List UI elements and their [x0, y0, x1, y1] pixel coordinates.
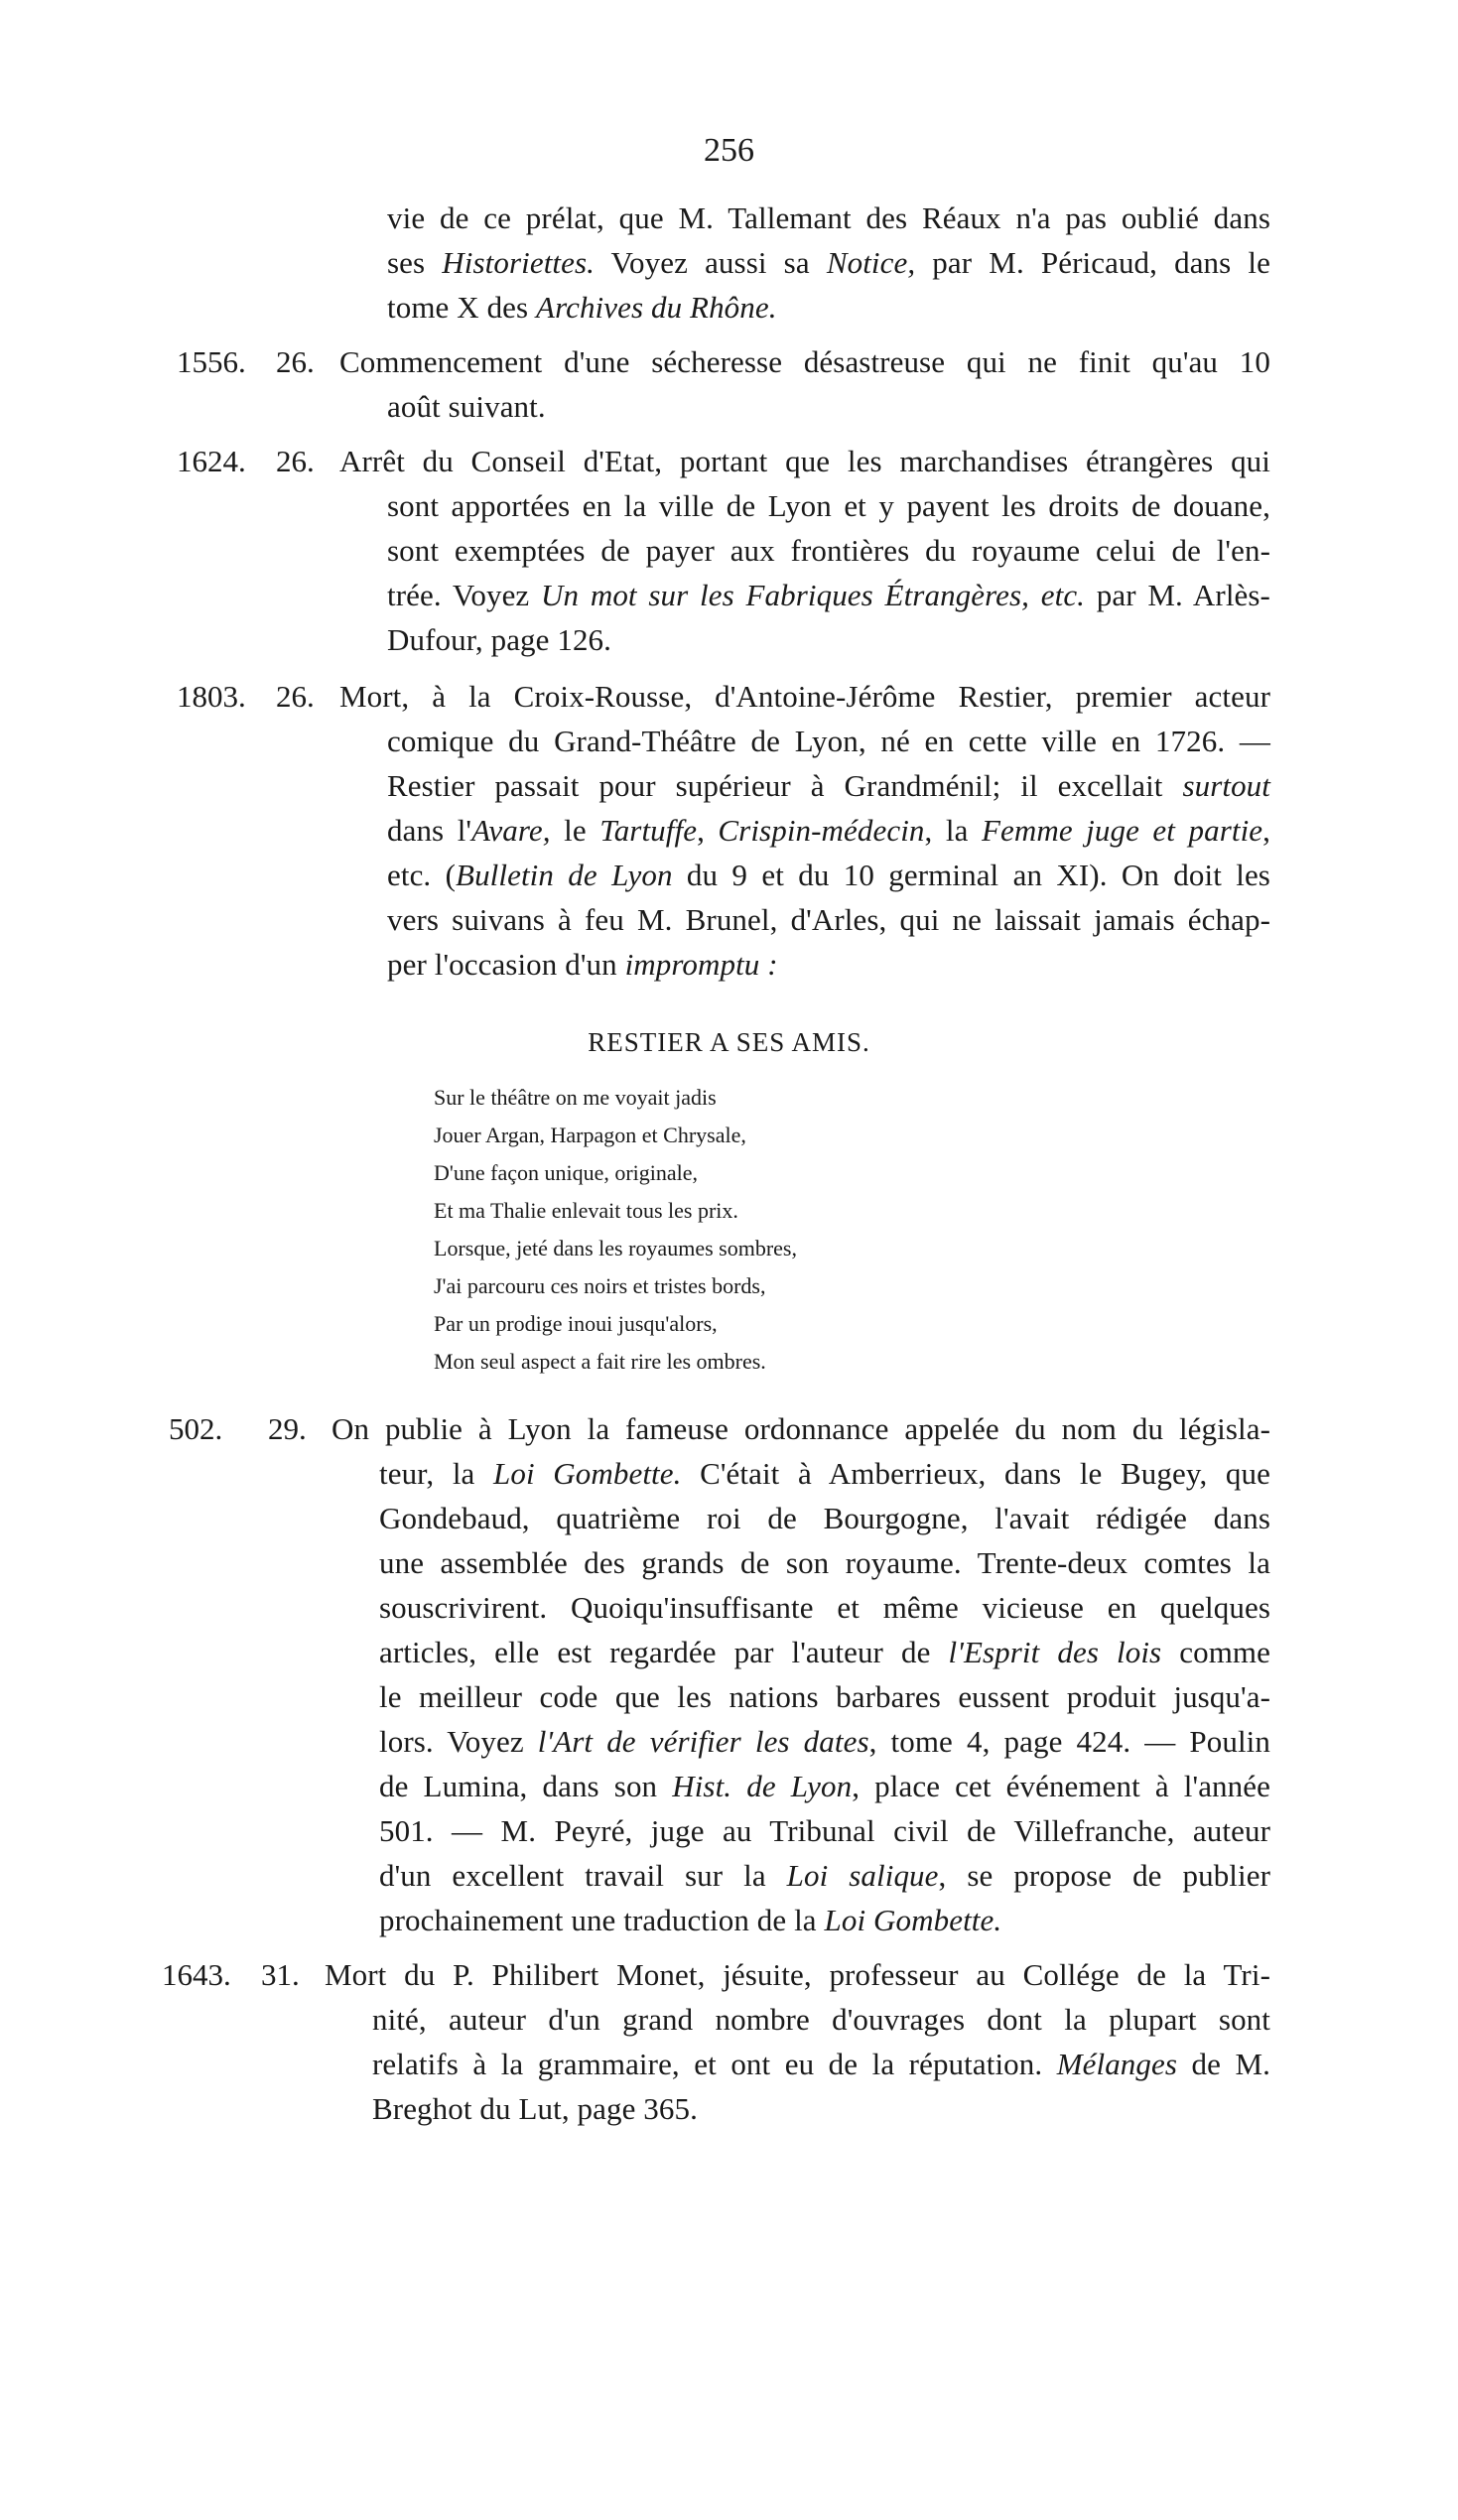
entry4-line9: de Lumina, dans son Hist. de Lyon, place cet événement à l'année	[379, 1769, 1270, 1803]
entry1-day: 26.	[276, 344, 315, 379]
entry2-line2: sont apportées en la ville de Lyon et y payent les droits de douane,	[387, 488, 1270, 523]
poem-verse: Lorsque, jeté dans les royaumes sombres,	[434, 1236, 797, 1260]
entry4-line6: articles, elle est regardée par l'auteur de l'Esprit des lois comme	[379, 1635, 1270, 1669]
entry4-day: 29.	[268, 1411, 307, 1446]
entry3-line4: dans l'Avare, le Tartuffe, Crispin-médecin, la Femme juge et partie,	[387, 813, 1271, 848]
entry1-line1: Commencement d'une sécheresse désastreuse qui ne finit qu'au 10	[339, 344, 1270, 379]
entry4-line4: une assemblée des grands de son royaume. Trente-deux comtes la	[379, 1545, 1270, 1580]
entry1-line2: août suivant.	[387, 389, 546, 424]
entry3-year: 1803.	[177, 679, 246, 714]
entry5-line2: nité, auteur d'un grand nombre d'ouvrages dont la plupart sont	[372, 2002, 1270, 2037]
poem-verse: Mon seul aspect a fait rire les ombres.	[434, 1349, 766, 1374]
entry2-year: 1624.	[177, 444, 246, 478]
entry4-line10: 501. — M. Peyré, juge au Tribunal civil de Villefranche, auteur	[379, 1813, 1270, 1848]
entry3-line6: vers suivans à feu M. Brunel, d'Arles, qui ne laissait jamais échap-	[387, 902, 1270, 937]
poem-verse: Par un prodige inoui jusqu'alors,	[434, 1311, 718, 1336]
entry5-line4: Breghot du Lut, page 365.	[372, 2091, 698, 2126]
poem-title: RESTIER A SES AMIS.	[588, 1027, 870, 1057]
entry2-day: 26.	[276, 444, 315, 478]
entry4-line1: On publie à Lyon la fameuse ordonnance appelée du nom du législa-	[331, 1411, 1270, 1446]
entry2-line4: trée. Voyez Un mot sur les Fabriques Étrangères, etc. par M. Arlès-	[387, 578, 1270, 612]
poem-verse: D'une façon unique, originale,	[434, 1160, 699, 1185]
poem-verse: J'ai parcouru ces noirs et tristes bords,	[434, 1273, 766, 1298]
entry2-line1: Arrêt du Conseil d'Etat, portant que les marchandises étrangères qui	[339, 444, 1270, 478]
entry1-year: 1556.	[177, 344, 246, 379]
entry5-line1: Mort du P. Philibert Monet, jésuite, professeur au Collége de la Tri-	[325, 1957, 1270, 1992]
entry4-line7: le meilleur code que les nations barbares eussent produit jusqu'a-	[379, 1679, 1270, 1714]
entry0-line3: tome X des Archives du Rhône.	[387, 290, 777, 325]
entry4-line11: d'un excellent travail sur la Loi salique, se propose de publier	[379, 1858, 1270, 1893]
entry2-line3: sont exemptées de payer aux frontières du royaume celui de l'en-	[387, 533, 1270, 568]
entry4-line3: Gondebaud, quatrième roi de Bourgogne, l'avait rédigée dans	[379, 1501, 1270, 1535]
entry4-line12: prochainement une traduction de la Loi Gombette.	[379, 1903, 1002, 1937]
entry3-line7: per l'occasion d'un impromptu :	[387, 947, 778, 982]
entry0-line2: ses Historiettes. Voyez aussi sa Notice, par M. Péricaud, dans le	[387, 245, 1270, 280]
entry3-day: 26.	[276, 679, 315, 714]
entry5-day: 31.	[261, 1957, 300, 1992]
entry4-line8: lors. Voyez l'Art de vérifier les dates, tome 4, page 424. — Poulin	[379, 1724, 1270, 1759]
poem-verse: Sur le théâtre on me voyait jadis	[434, 1085, 717, 1110]
poem-verse: Et ma Thalie enlevait tous les prix.	[434, 1198, 738, 1223]
entry5-line3: relatifs à la grammaire, et ont eu de la réputation. Mélanges de M.	[372, 2047, 1270, 2081]
entry4-year: 502.	[169, 1411, 223, 1446]
entry3-line3: Restier passait pour supérieur à Grandménil; il excellait surtout	[387, 768, 1270, 803]
entry2-line5: Dufour, page 126.	[387, 622, 612, 657]
entry5-year: 1643.	[162, 1957, 231, 1992]
entry4-line2: teur, la Loi Gombette. C'était à Amberrieux, dans le Bugey, que	[379, 1456, 1270, 1491]
entry4-line5: souscrivirent. Quoiqu'insuffisante et même vicieuse en quelques	[379, 1590, 1270, 1625]
entry0-line1: vie de ce prélat, que M. Tallemant des Réaux n'a pas oublié dans	[387, 200, 1270, 235]
entry3-line1: Mort, à la Croix-Rousse, d'Antoine-Jérôme Restier, premier acteur	[339, 679, 1270, 714]
page-number: 256	[704, 132, 754, 169]
poem-verse: Jouer Argan, Harpagon et Chrysale,	[434, 1123, 746, 1147]
entry3-line2: comique du Grand-Théâtre de Lyon, né en cette ville en 1726. —	[387, 724, 1270, 758]
entry3-line5: etc. (Bulletin de Lyon du 9 et du 10 germinal an XI). On doit les	[387, 858, 1270, 892]
